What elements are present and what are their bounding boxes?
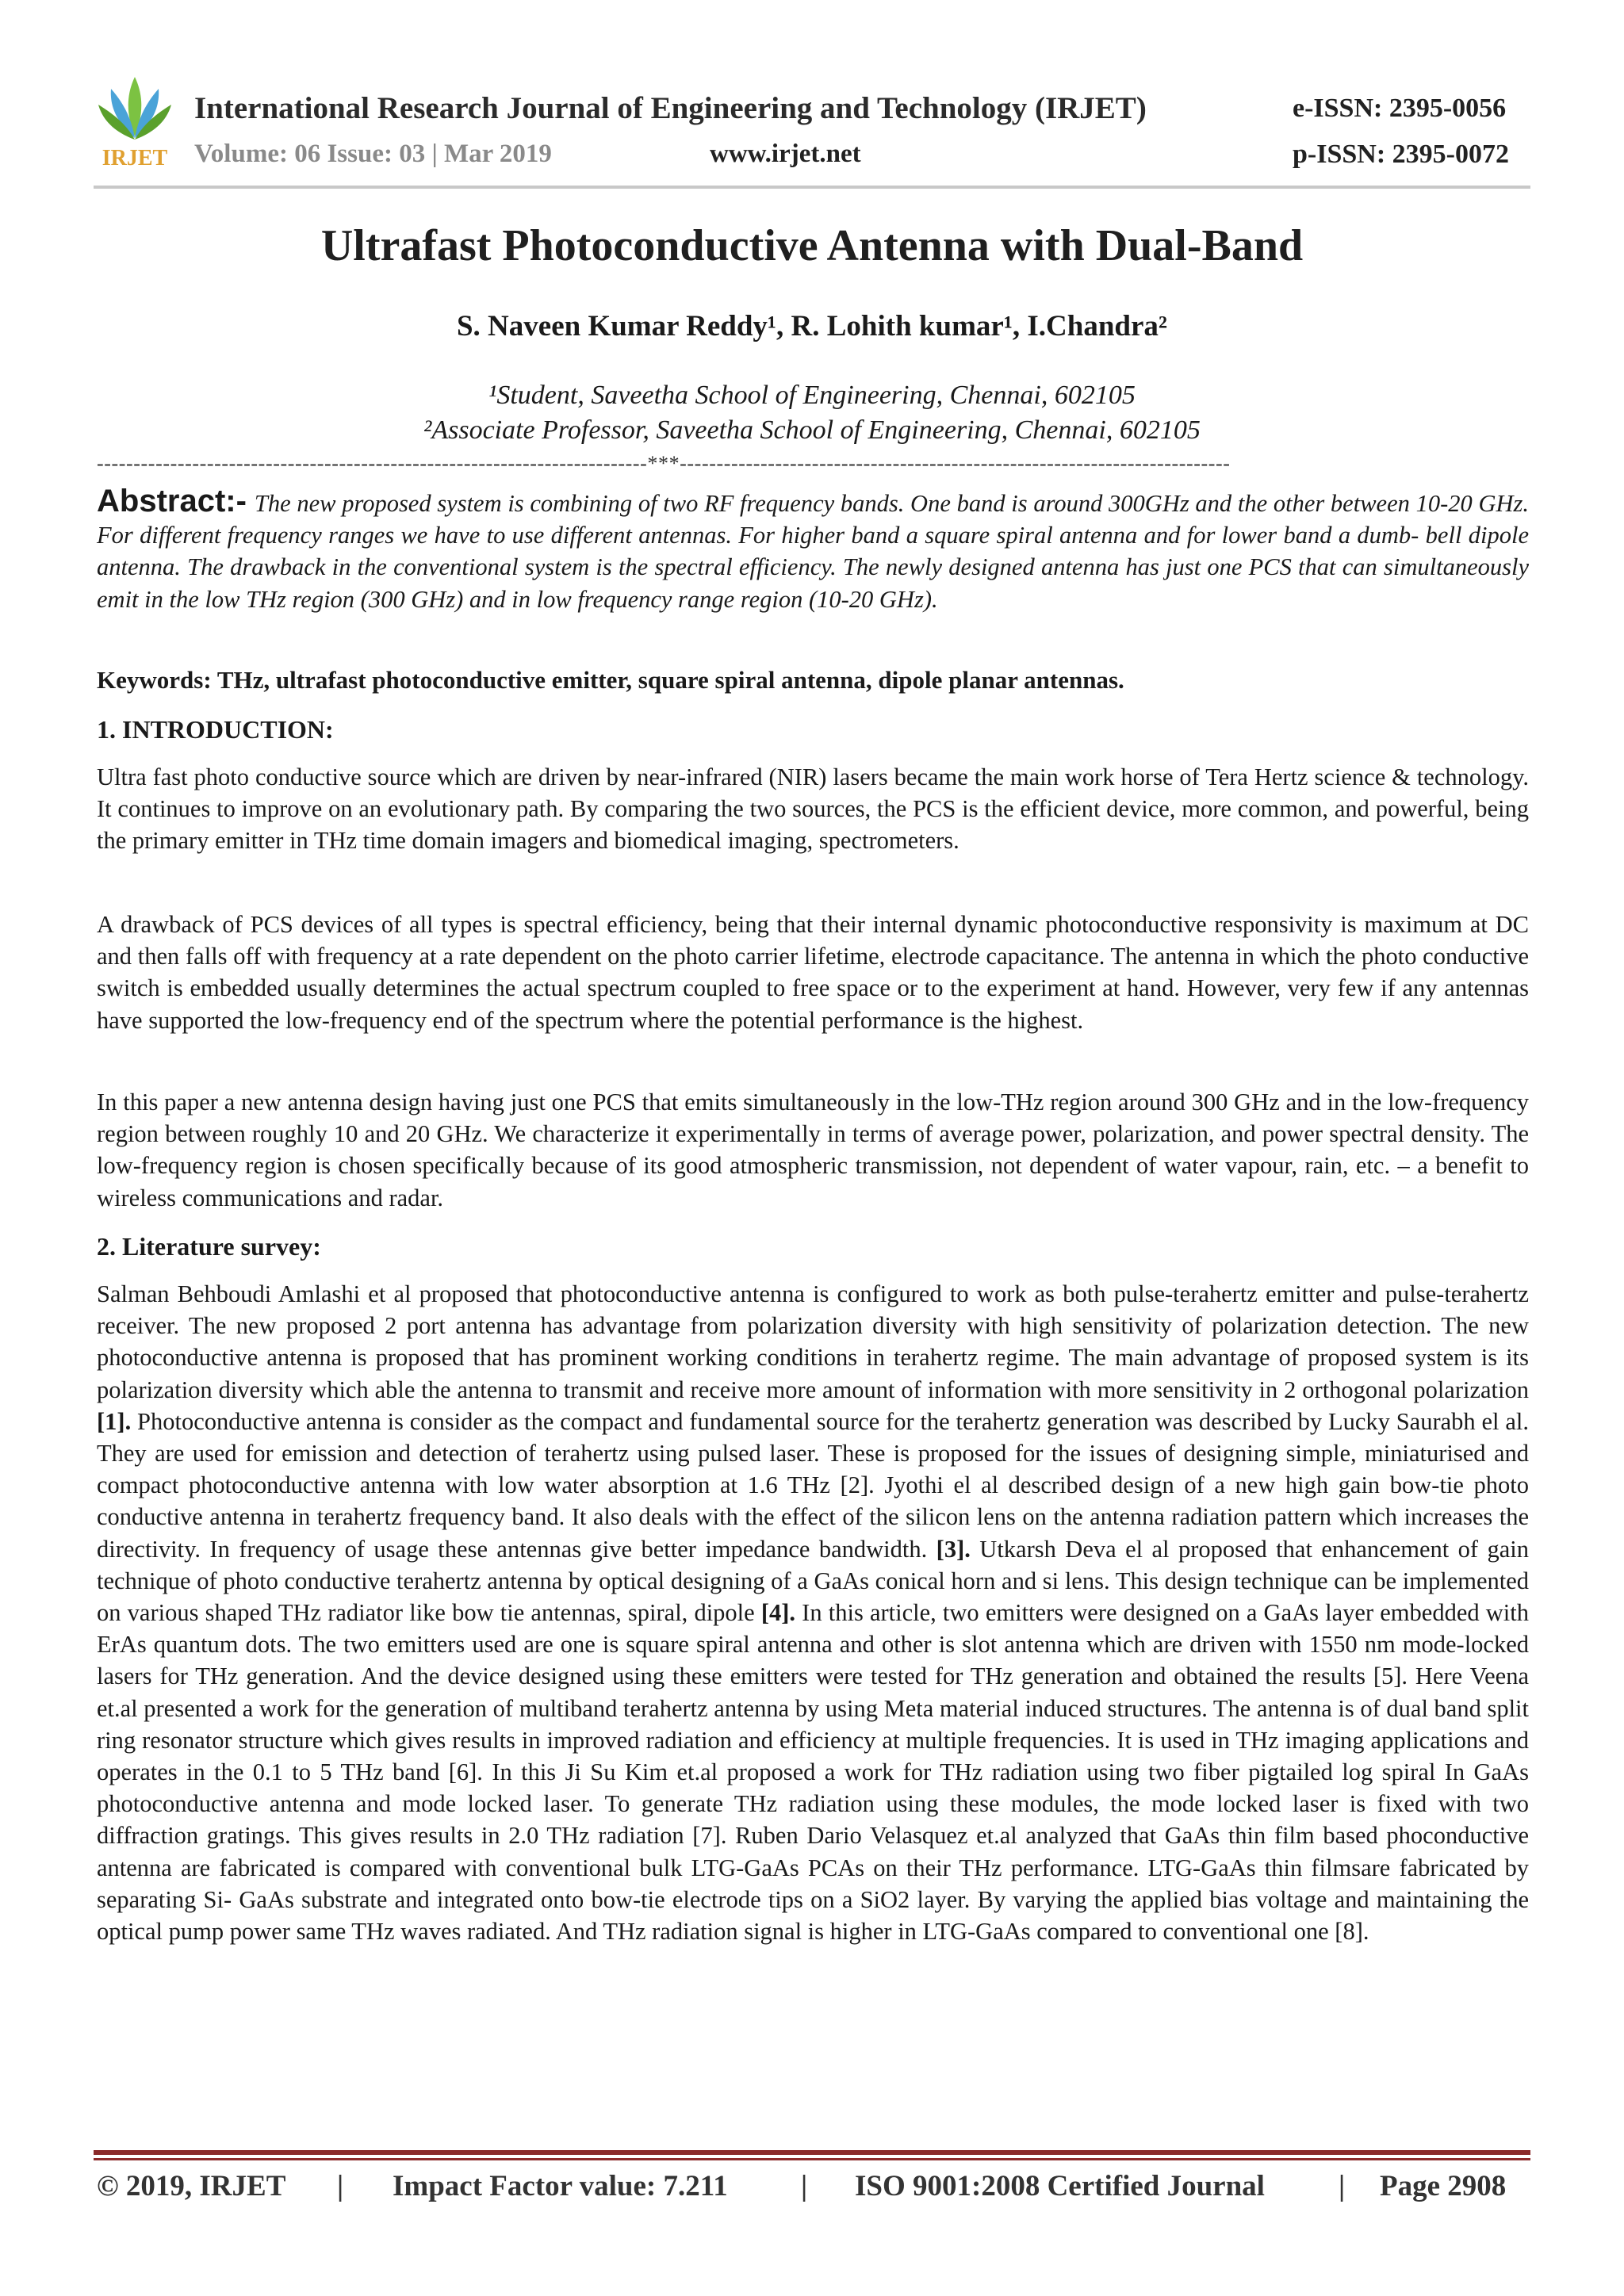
intro-heading: 1. INTRODUCTION: xyxy=(97,715,334,744)
authors: S. Naveen Kumar Reddy¹, R. Lohith kumar¹, I.Chandra² xyxy=(456,310,1168,342)
intro-paragraph-2: A drawback of PCS devices of all types is spectral efficiency, being that their internal dynamic photoconductive responsivity is maximum at DC and then falls off with frequency at a rate dependent on the photo carrier lifetime, electrode capacitance. The antenna in which the photo conductive switch is embedded usually determines the actual spectrum coupled to free space or to the experiment at hand. However, very few if any antennas have supported the low-frequency end of the spectrum where the potential performance is the highest. xyxy=(97,911,1529,1034)
reference-4: [4]. xyxy=(760,1599,796,1627)
header-rule xyxy=(94,186,1530,189)
logo-text: IRJET xyxy=(102,146,168,170)
reference-3: [3]. xyxy=(936,1535,971,1563)
footer-copyright: © 2019, IRJET xyxy=(97,2170,286,2202)
volume-issue: Volume: 06 Issue: 03 | Mar 2019 xyxy=(194,140,552,168)
affiliation-1: ¹Student, Saveetha School of Engineering, Chennai, 602105 xyxy=(488,381,1136,410)
journal-website: www.irjet.net xyxy=(710,140,861,168)
footer-rule-top xyxy=(94,2150,1530,2155)
footer-separator: | xyxy=(1339,2170,1346,2202)
literature-text-4: In this article, two emitters were designed on a GaAs layer embedded with ErAs quantum dots. The two emitters used are one is square spiral antenna and other is slot antenna which are driven with 1550 nm mode-locked lasers for THz generation. And the device designed using these emitters were tested for THz generation and obtained the results [5]. Here Veena et.al presented a work for the generation of multiband terahertz antenna by using Meta material induced structures. The antenna is of dual band split ring resonator structure which gives results in improved radiation and efficiency at multiple frequencies. It is used in THz imaging applications and operates in the 0.1 to 5 THz band [6]. In this Ji Su Kim et.al proposed a work for THz radiation using two fiber pigtailed log spiral In GaAs photoconductive antenna and mode locked laser. To generate THz radiation using these modules, the mode locked laser is fixed with two diffraction gratings. This gives results in 2.0 THz radiation [7]. Ruben Dario Velasquez et.al analyzed that GaAs thin film based phoconductive antenna are fabricated is compared with conventional bulk LTG-GaAs PCAs on their THz performance. LTG-GaAs thin filmsare fabricated by separating Si- GaAs substrate and integrated onto bow-tie electrode tips on a SiO2 layer. By varying the applied bias voltage and maintaining the optical pump power same THz waves radiated. And THz radiation signal is higher in LTG-GaAs compared to conventional one [8]. xyxy=(97,1599,1529,1946)
literature-text-1: Salman Behboudi Amlashi et al proposed that photoconductive antenna is configured to work as both pulse-terahertz emitter and pulse-terahertz receiver. The new proposed 2 port antenna has advantage from polarization diversity with high sensitivity of polarization detection. The new photoconductive antenna is proposed that has prominent working conditions in terahertz regime. The main advantage of proposed system is its polarization diversity which able the antenna to transmit and receive more amount of information with more sensitivity in 2 orthogonal polarization xyxy=(97,1280,1529,1403)
intro-paragraph-3: In this paper a new antenna design having just one PCS that emits simultaneously in the low-THz region around 300 GHz and in the low-frequency region between roughly 10 and 20 GHz. We characterize it experimentally in terms of average power, polarization, and power spectral density. The low-frequency region is chosen specifically because of its good atmospheric transmission, not dependent of water vapour, rain, etc. – a benefit to wireless communications and radar. xyxy=(97,1089,1529,1211)
journal-title: International Research Journal of Engineering and Technology (IRJET) xyxy=(194,91,1147,125)
irjet-logo xyxy=(95,73,174,172)
reference-1: [1]. xyxy=(97,1407,132,1435)
literature-paragraph xyxy=(97,1278,1529,1947)
literature-heading: 2. Literature survey: xyxy=(97,1232,321,1261)
abstract-text: The new proposed system is combining of two RF frequency bands. One band is around 300GHz and the other between 10-20 GHz. For different frequency ranges we have to use different antennas. For higher band a square spiral antenna and for lower band a dumb- bell dipole antenna. The drawback in the conventional system is the spectral efficiency. The newly designed antenna has just one PCS that can simultaneously emit in the low THz region (300 GHz) and in low frequency range region (10-20 GHz). xyxy=(97,490,1529,613)
paper-title: Ultrafast Photoconductive Antenna with Dual-Band xyxy=(320,221,1304,270)
literature-text-2: Photoconductive antenna is consider as the compact and fundamental source for the terahertz generation was described by Lucky Saurabh el al. They are used for emission and detection of terahertz using pulsed laser. These is proposed for the issues of designing simple, miniaturised and compact photoconductive antenna with low water absorption at 1.6 THz [2]. Jyothi el al described design of a new high gain bow-tie photo conductive antenna in terahertz frequency band. It also deals with the effect of the silicon lens on the antenna radiation pattern which increases the directivity. In frequency of usage these antennas give better impedance bandwidth. xyxy=(97,1407,1529,1563)
intro-paragraph-1: Ultra fast photo conductive source which are driven by near-infrared (NIR) lasers became the main work horse of Tera Hertz science & technology. It continues to improve on an evolutionary path. By comparing the two sources, the PCS is the efficient device, more common, and powerful, being the primary emitter in THz time domain imagers and biomedical imaging, spectrometers. xyxy=(97,763,1529,855)
footer-rule-bottom xyxy=(94,2158,1530,2160)
footer-impact-factor: Impact Factor value: 7.211 xyxy=(393,2170,728,2202)
footer-page-number: Page 2908 xyxy=(1380,2170,1507,2202)
p-issn: p-ISSN: 2395-0072 xyxy=(1293,140,1509,169)
abstract-label: Abstract:- xyxy=(97,484,247,519)
footer-separator: | xyxy=(337,2170,344,2202)
keywords: Keywords: THz, ultrafast photoconductive emitter, square spiral antenna, dipole planar antennas. xyxy=(97,666,1124,694)
footer-separator: | xyxy=(801,2170,808,2202)
e-issn: e-ISSN: 2395-0056 xyxy=(1293,94,1507,123)
abstract xyxy=(97,485,1529,615)
affiliation-2: ²Associate Professor, Saveetha School of Engineering, Chennai, 602105 xyxy=(423,415,1201,445)
footer-iso: ISO 9001:2008 Certified Journal xyxy=(855,2170,1265,2202)
literature-text-3: Utkarsh Deva el al proposed that enhancement of gain technique of photo conductive terahertz antenna by optical designing of a GaAs conical horn and si lens. This design technique can be implemented on various shaped THz radiator like bow tie antennas, spiral, dipole xyxy=(97,1535,1529,1627)
section-divider: ---------------------------------------------------------------------------***--------------------------------------------------------------------------- xyxy=(97,452,1231,475)
